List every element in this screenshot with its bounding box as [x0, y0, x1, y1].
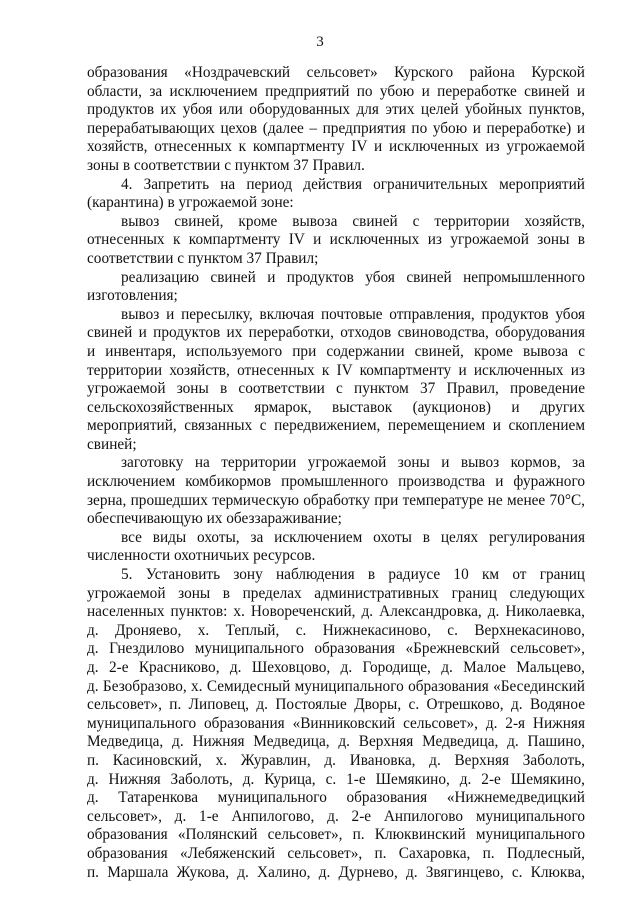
text-line: Медведица, д. Нижняя Медведица, д. Верхняя Медведица, д. Пашино, [87, 733, 585, 751]
text-line: сельсовет», п. Липовец, д. Постоялые Дворы, с. Отрешково, д. Водяное [87, 696, 585, 714]
text-line: сельскохозяйственных ярмарок, выставок (аукционов) и других [87, 398, 585, 416]
text-line: перерабатывающих цехов (далее – предприятия по убою и переработке) и [87, 119, 585, 137]
text-line: вывоз и пересылку, включая почтовые отправления, продуктов убоя [121, 305, 585, 323]
text-line: соответствии с пунктом 37 Правил; [87, 249, 319, 267]
text-line: вывоз свиней, кроме вывоза свиней с территории хозяйств, [121, 212, 585, 230]
text-line: отнесенных к компартменту IV и исключенных из угрожаемой зоны в [87, 231, 585, 249]
text-line: д. Татаренкова муниципального образования «Нижнемедведицкий [87, 789, 585, 807]
text-line: угрожаемой зоны в соответствии с пунктом 37 Правил, проведение [87, 380, 585, 398]
text-line: свиней; [87, 435, 137, 453]
document-body [87, 64, 585, 882]
text-line: исключением комбикормов промышленного производства и фуражного [87, 473, 585, 491]
text-line: 4. Запретить на период действия ограничительных мероприятий [121, 175, 585, 193]
text-line: и инвентаря, используемого при содержании свиней, кроме вывоза с [87, 342, 585, 360]
text-line: мероприятий, связанных с передвижением, перемещением и скоплением [87, 417, 585, 435]
text-line: 5. Установить зону наблюдения в радиусе 10 км от границ [121, 566, 585, 584]
text-line: обеспечивающую их обеззараживание; [87, 510, 342, 528]
text-line: д. Дроняево, х. Теплый, с. Нижнекасиново, с. Верхнекасиново, [87, 621, 585, 639]
text-line: п. Маршала Жукова, д. Халино, д. Дурнево, д. Звягинцево, с. Клюква, [87, 863, 585, 881]
text-line: продуктов их убоя или оборудованных для этих целей убойных пунктов, [87, 101, 585, 119]
text-line: зерна, прошедших термическую обработку при температуре не менее 70°С, [87, 491, 585, 509]
text-line: д. Гнездилово муниципального образования «Брежневский сельсовет», [87, 640, 585, 658]
text-line: территории хозяйств, отнесенных к IV компартменту и исключенных из [87, 361, 585, 379]
text-line: д. 2-е Красниково, д. Шеховцово, д. Городище, д. Малое Мальцево, [87, 659, 585, 676]
text-line: области, за исключением предприятий по убою и переработке свиней и [87, 82, 585, 100]
text-line: д. Нижняя Заболоть, д. Курица, с. 1-е Шемякино, д. 2-е Шемякино, [87, 770, 585, 788]
text-line: населенных пунктов: х. Новореченский, д. Александровка, д. Николаевка, [87, 603, 585, 621]
text-line: сельсовет», д. 1-е Анпилогово, д. 2-е Анпилогово муниципального [87, 807, 585, 825]
text-line: все виды охоты, за исключением охоты в целях регулирования [121, 528, 585, 546]
page-number: 3 [316, 34, 324, 50]
text-line: заготовку на территории угрожаемой зоны и вывоз кормов, за [121, 454, 585, 472]
text-line: д. Безобразово, х. Семидесный муниципального образования «Бесединский [87, 677, 585, 695]
text-line: муниципального образования «Винниковский сельсовет», д. 2-я Нижняя [87, 714, 585, 732]
text-line: свиней и продуктов их переработки, отходов свиноводства, оборудования [87, 324, 585, 342]
text-line: угрожаемой зоны в пределах административных границ следующих [87, 584, 585, 602]
text-line: образования «Лебяженский сельсовет», п. Сахаровка, п. Подлесный, [87, 844, 585, 862]
text-line: образования «Ноздрачевский сельсовет» Курского района Курской [87, 64, 585, 81]
text-line: изготовления; [87, 287, 178, 305]
text-line: реализацию свиней и продуктов убоя свиней непромышленного [121, 268, 585, 286]
text-line: зоны в соответствии с пунктом 37 Правил. [87, 156, 365, 174]
text-line: хозяйств, отнесенных к компартменту IV и исключенных из угрожаемой [87, 138, 585, 156]
text-line: (карантина) в угрожаемой зоне: [87, 194, 294, 212]
text-line: п. Касиновский, х. Журавлин, д. Ивановка, д. Верхняя Заболоть, [87, 751, 585, 769]
text-line: численности охотничьих ресурсов. [87, 547, 316, 565]
text-line: образования «Полянский сельсовет», п. Клюквинский муниципального [87, 826, 585, 844]
